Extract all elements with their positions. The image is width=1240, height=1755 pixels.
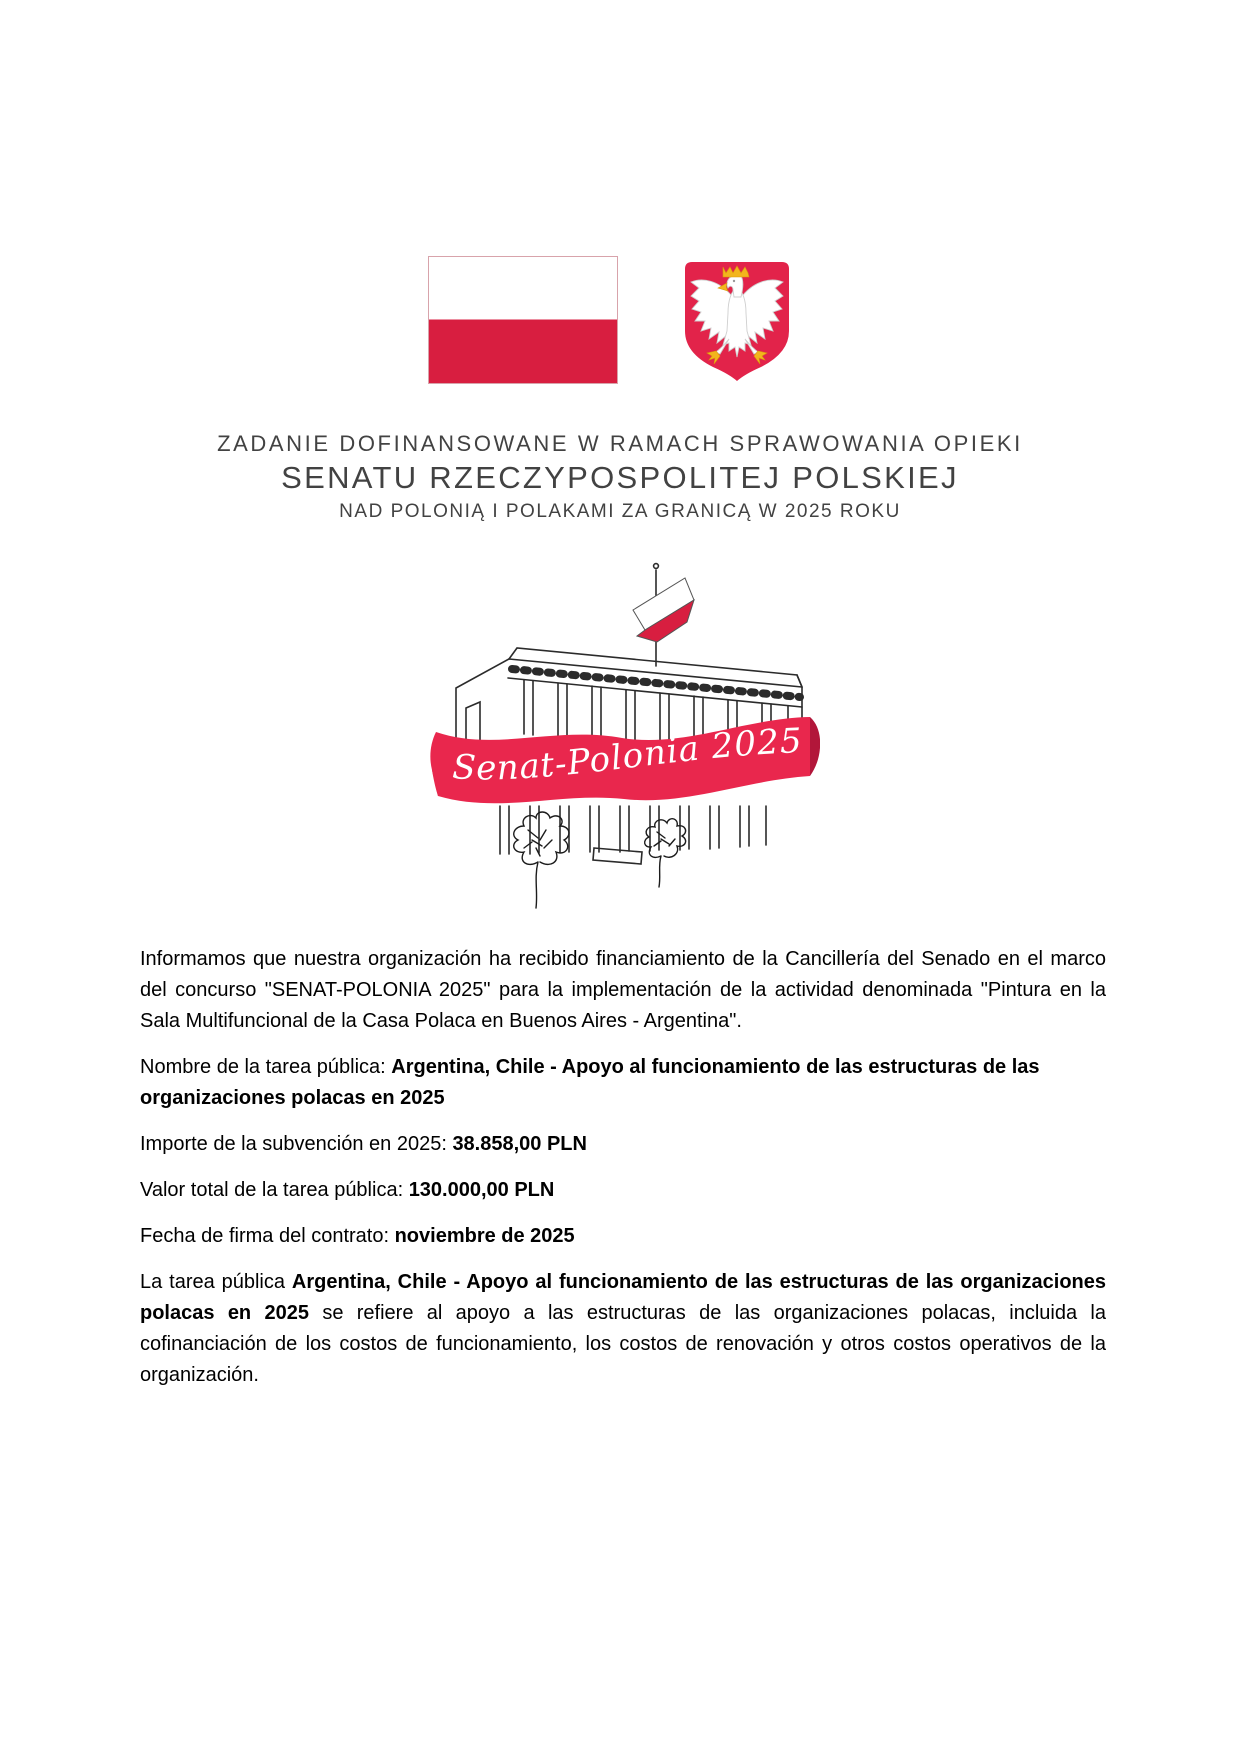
intro-paragraph [140,944,1106,1037]
total-value-paragraph [140,1175,1106,1206]
grant-amount-value: 38.858,00 PLN [452,1133,587,1155]
description-paragraph [140,1267,1106,1391]
task-name-label: Nombre de la tarea pública: [140,1056,392,1078]
description-task-name: Argentina, Chile - Apoyo al funcionamiento de las estructuras de las organizaciones polacas en 2025 [140,1271,1106,1324]
description-lead: La tarea pública [140,1271,292,1293]
contract-date-label: Fecha de firma del contrato: [140,1225,395,1247]
ribbon-text: Senat-Polonia 2025 [451,721,804,789]
polish-flag-image [428,256,618,384]
ribbon-right-fold [810,717,820,776]
total-value-value: 130.000,00 PLN [408,1179,555,1201]
header-line-1: ZADANIE DOFINANSOWANE W RAMACH SPRAWOWANIA OPIEKI [217,431,1023,456]
ribbon-banner [430,717,820,803]
description-rest: se refiere al apoyo a las estructuras de las organizaciones polacas, incluida la cofinanciación de los costos de funcionamiento, los costos de renovación y otros costos operativos de la organización. [140,1302,1106,1386]
grant-amount-label: Importe de la subvención en 2025: [140,1133,453,1155]
flag-red-stripe [429,320,618,384]
header-line-2: SENATU RZECZYPOSPOLITEJ POLSKIEJ [281,460,959,495]
intro-text: Informamos que nuestra organización ha recibido financiamiento de la Cancillería del Senado en el marco del concurso "SENAT-POLONIA 2025" para la implementación de la actividad denominada "Pintura en la Sala Multifuncional de la Casa Polaca en Buenos Aires - Argentina". [140,948,1106,1032]
grant-amount-paragraph [140,1129,1106,1160]
contract-date-value: noviembre de 2025 [394,1225,575,1247]
announcement-text [140,944,1106,1406]
task-name-paragraph [140,1052,1106,1114]
flag-white-stripe [429,257,618,320]
contract-date-paragraph [140,1221,1106,1252]
task-name-value: Argentina, Chile - Apoyo al funcionamiento de las estructuras de las organizaciones polacas en 2025 [140,1056,1040,1109]
header-line-3: NAD POLONIĄ I POLAKAMI ZA GRANICĄ W 2025 ROKU [339,501,901,522]
total-value-label: Valor total de la tarea pública: [140,1179,409,1201]
funding-header [0,430,1240,524]
senat-polonia-logo [428,556,820,916]
eagle-eye [733,280,735,282]
logo-flag [633,578,694,642]
polish-coat-of-arms [679,257,795,385]
senate-building-sketch [456,564,802,864]
